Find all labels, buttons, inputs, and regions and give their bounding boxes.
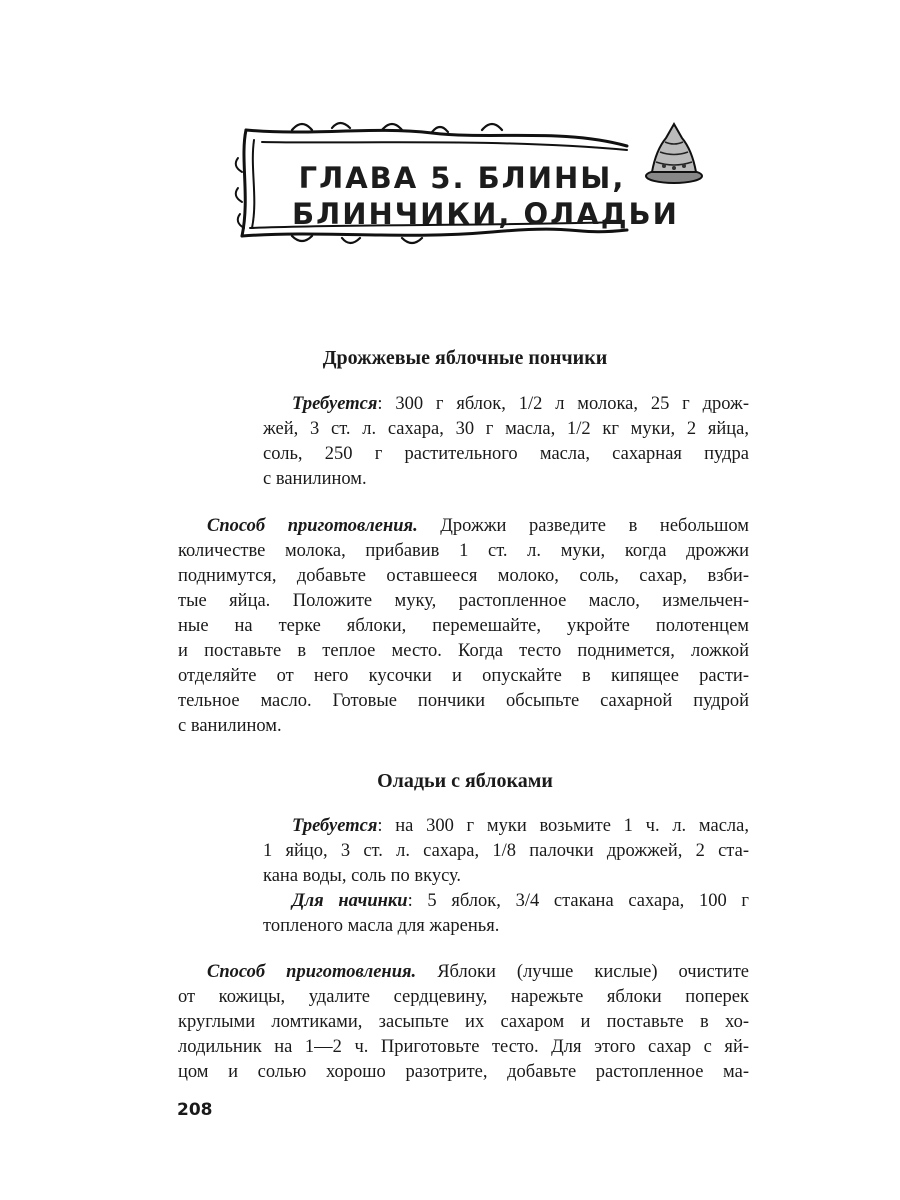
ingredients-line: Требуется: на 300 г муки возьмите 1 ч. л. масла, <box>292 816 749 836</box>
method-line: от кожицы, удалите сердцевину, нарежьте яблоки поперек <box>178 987 749 1007</box>
method-label: Способ приготовления. <box>207 516 418 536</box>
ingredients-label: Требуется <box>292 394 378 414</box>
method-line: цом и солью хорошо разотрите, добавьте растопленное ма- <box>178 1062 749 1082</box>
chapter-title-line1: ГЛАВА 5. БЛИНЫ, <box>298 161 626 195</box>
recipe-method-fritters <box>178 960 749 1085</box>
method-line: тельное масло. Готовые пончики обсыпьте сахарной пудрой <box>178 691 749 711</box>
method-line: отделяйте от него кусочки и опускайте в кипящее расти- <box>178 666 749 686</box>
method-line: количестве молока, прибавив 1 ст. л. муки, когда дрожжи <box>178 541 749 561</box>
ingredients-line: с ванилином. <box>263 469 367 489</box>
chapter-title <box>292 160 679 232</box>
chapter-title-line2: БЛИНЧИКИ, ОЛАДЬИ <box>292 197 679 231</box>
ingredients-line: кана воды, соль по вкусу. <box>263 866 462 886</box>
page-number: 208 <box>177 1100 213 1120</box>
recipe-title-donuts: Дрожжевые яблочные пончики <box>322 347 608 369</box>
ingredients-line: Требуется: 300 г яблок, 1/2 л молока, 25 г дрож- <box>292 394 749 414</box>
cake-illustration <box>640 120 708 188</box>
ingredients-line: 1 яйцо, 3 ст. л. сахара, 1/8 палочки дрожжей, 2 ста- <box>263 841 749 861</box>
method-line: тые яйца. Положите муку, растопленное масло, измельчен- <box>178 591 749 611</box>
method-line: поднимутся, добавьте оставшееся молоко, соль, сахар, взби- <box>178 566 749 586</box>
ingredients-label: Требуется <box>292 816 378 836</box>
ingredients-line: жей, 3 ст. л. сахара, 30 г масла, 1/2 кг муки, 2 яйца, <box>263 419 749 439</box>
method-line: и поставьте в теплое место. Когда тесто поднимется, ложкой <box>178 641 749 661</box>
recipe-ingredients-donuts <box>263 392 749 492</box>
recipe-title-fritters: Оладьи с яблоками <box>377 770 553 792</box>
method-line: Способ приготовления. Яблоки (лучше кислые) очистите <box>207 962 749 982</box>
method-line: с ванилином. <box>178 716 282 736</box>
method-line: Способ приготовления. Дрожжи разведите в небольшом <box>207 516 749 536</box>
method-label: Способ приготовления. <box>207 962 417 982</box>
filling-line: топленого масла для жаренья. <box>263 916 500 936</box>
method-line: ные на терке яблоки, перемешайте, укройте полотенцем <box>178 616 749 636</box>
recipe-ingredients-fritters <box>263 814 749 939</box>
method-line: круглыми ломтиками, засыпьте их сахаром и поставьте в хо- <box>178 1012 749 1032</box>
filling-label: Для начинки <box>292 891 408 911</box>
filling-line: Для начинки: 5 яблок, 3/4 стакана сахара, 100 г <box>292 891 750 911</box>
method-line: лодильник на 1—2 ч. Приготовьте тесто. Для этого сахар с яй- <box>178 1037 749 1057</box>
recipe-method-donuts <box>178 514 749 739</box>
ingredients-line: соль, 250 г растительного масла, сахарная пудра <box>263 444 749 464</box>
